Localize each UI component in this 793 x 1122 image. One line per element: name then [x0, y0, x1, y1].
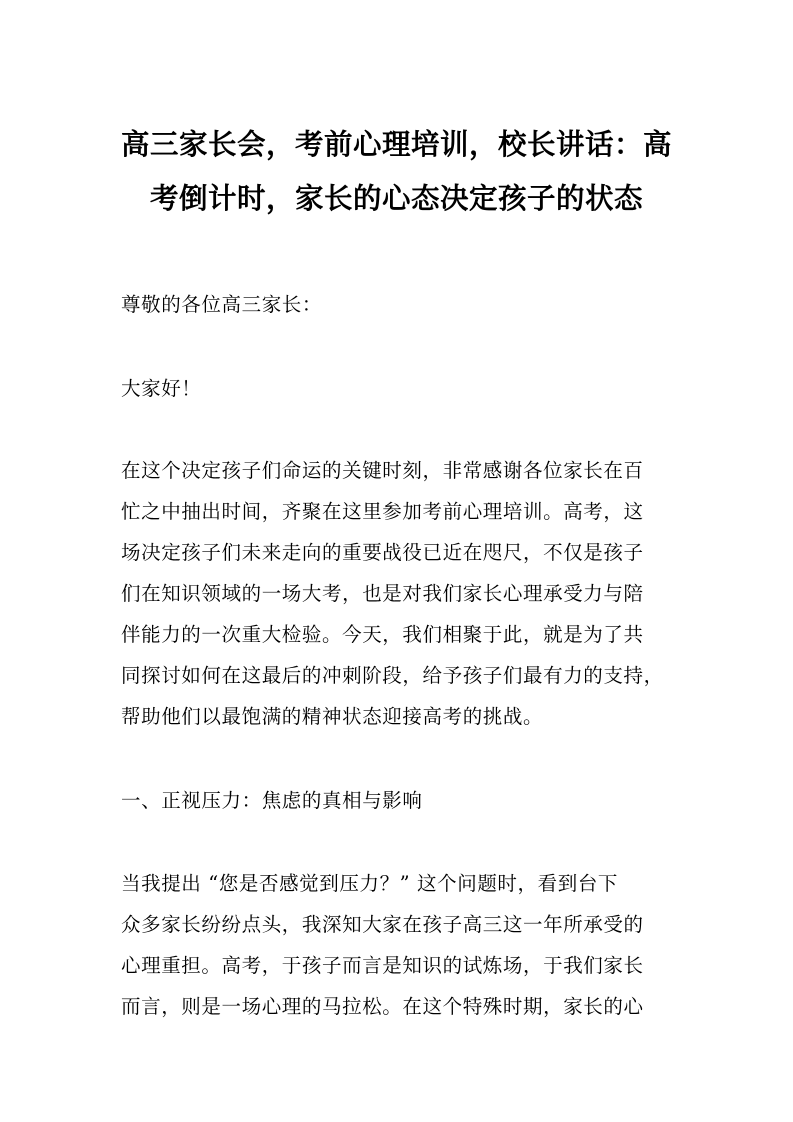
paragraph-line: 忙之中抽出时间，齐聚在这里参加考前心理培训。高考，这 [121, 500, 644, 523]
section-heading: 一、正视压力：焦虑的真相与影响 [121, 789, 423, 812]
paragraph-line: 众多家长纷纷点头，我深知大家在孩子高三这一年所承受的 [121, 913, 644, 936]
salutation: 尊敬的各位高三家长： [121, 293, 323, 316]
paragraph-line: 场决定孩子们未来走向的重要战役已近在咫尺，不仅是孩子 [121, 541, 644, 564]
paragraph-line: 们在知识领域的一场大考，也是对我们家长心理承受力与陪 [121, 582, 644, 605]
paragraph-line: 帮助他们以最饱满的精神状态迎接高考的挑战。 [121, 705, 544, 728]
paragraph-line: 在这个决定孩子们命运的关键时刻，非常感谢各位家长在百 [121, 459, 644, 482]
paragraph-line: 当我提出 “您是否感觉到压力？” 这个问题时，看到台下 [121, 872, 619, 895]
greeting: 大家好！ [121, 377, 202, 400]
title-line: 高三家长会，考前心理培训，校长讲话：高 [120, 128, 672, 161]
paragraph-line: 伴能力的一次重大检验。今天，我们相聚于此，就是为了共 [121, 623, 644, 646]
paragraph-line: 同探讨如何在这最后的冲刺阶段，给予孩子们最有力的支持， [121, 664, 664, 687]
paragraph-line: 而言，则是一场心理的马拉松。在这个特殊时期，家长的心 [121, 995, 644, 1018]
document-title [110, 118, 683, 226]
title-line: 考倒计时，家长的心态决定孩子的状态 [149, 182, 643, 215]
paragraph-line: 心理重担。高考，于孩子而言是知识的试炼场，于我们家长 [121, 954, 644, 977]
